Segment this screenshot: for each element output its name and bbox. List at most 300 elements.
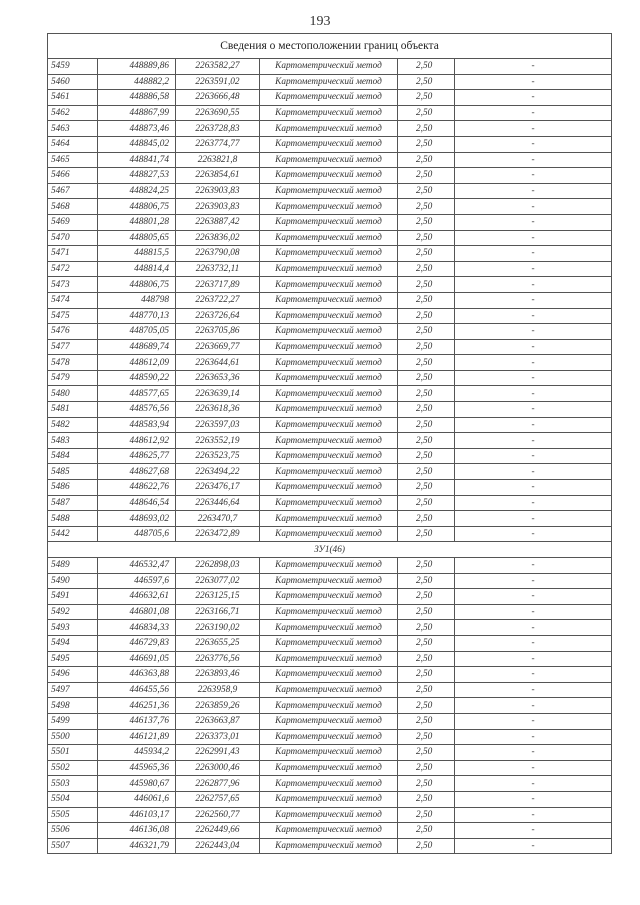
method-cell: Картометрический метод (260, 152, 398, 168)
note-cell: - (455, 90, 612, 106)
y-coordinate-cell: 2263552,19 (176, 433, 260, 449)
y-coordinate-cell: 2263887,42 (176, 214, 260, 230)
table-row (48, 433, 612, 449)
point-number-cell: 5476 (48, 324, 98, 340)
point-number-cell: 5468 (48, 199, 98, 215)
y-coordinate-cell: 2263774,77 (176, 136, 260, 152)
x-coordinate-cell: 448882,2 (98, 74, 176, 90)
note-cell: - (455, 230, 612, 246)
point-number-cell: 5464 (48, 136, 98, 152)
note-cell: - (455, 121, 612, 137)
point-number-cell: 5506 (48, 823, 98, 839)
x-coordinate-cell: 448622,76 (98, 480, 176, 496)
table-row (48, 152, 612, 168)
table-row (48, 807, 612, 823)
method-cell: Картометрический метод (260, 838, 398, 854)
accuracy-cell: 2,50 (398, 308, 455, 324)
method-cell: Картометрический метод (260, 339, 398, 355)
accuracy-cell: 2,50 (398, 807, 455, 823)
accuracy-cell: 2,50 (398, 246, 455, 262)
point-number-cell: 5496 (48, 667, 98, 683)
note-cell: - (455, 199, 612, 215)
x-coordinate-cell: 448798 (98, 292, 176, 308)
table-row (48, 558, 612, 574)
method-cell: Картометрический метод (260, 823, 398, 839)
table-title-row (48, 34, 612, 59)
point-number-cell: 5479 (48, 370, 98, 386)
y-coordinate-cell: 2263523,75 (176, 448, 260, 464)
method-cell: Картометрический метод (260, 292, 398, 308)
method-cell: Картометрический метод (260, 807, 398, 823)
table-row (48, 339, 612, 355)
accuracy-cell: 2,50 (398, 620, 455, 636)
point-number-cell: 5461 (48, 90, 98, 106)
table-row (48, 448, 612, 464)
y-coordinate-cell: 2262443,04 (176, 838, 260, 854)
x-coordinate-cell: 448841,74 (98, 152, 176, 168)
point-number-cell: 5459 (48, 59, 98, 75)
table-row (48, 823, 612, 839)
accuracy-cell: 2,50 (398, 667, 455, 683)
accuracy-cell: 2,50 (398, 464, 455, 480)
method-cell: Картометрический метод (260, 90, 398, 106)
note-cell: - (455, 604, 612, 620)
accuracy-cell: 2,50 (398, 760, 455, 776)
table-row (48, 324, 612, 340)
method-cell: Картометрический метод (260, 464, 398, 480)
accuracy-cell: 2,50 (398, 90, 455, 106)
note-cell: - (455, 168, 612, 184)
point-number-cell: 5495 (48, 651, 98, 667)
table-row (48, 791, 612, 807)
y-coordinate-cell: 2263690,55 (176, 105, 260, 121)
y-coordinate-cell: 2263669,77 (176, 339, 260, 355)
y-coordinate-cell: 2263446,64 (176, 495, 260, 511)
point-number-cell: 5460 (48, 74, 98, 90)
note-cell: - (455, 136, 612, 152)
table-row (48, 370, 612, 386)
x-coordinate-cell: 446834,33 (98, 620, 176, 636)
method-cell: Картометрический метод (260, 791, 398, 807)
table-row (48, 355, 612, 371)
accuracy-cell: 2,50 (398, 433, 455, 449)
method-cell: Картометрический метод (260, 214, 398, 230)
y-coordinate-cell: 2263717,89 (176, 277, 260, 293)
note-cell: - (455, 292, 612, 308)
note-cell: - (455, 261, 612, 277)
accuracy-cell: 2,50 (398, 59, 455, 75)
x-coordinate-cell: 446137,76 (98, 713, 176, 729)
method-cell: Картометрический метод (260, 324, 398, 340)
table-row (48, 495, 612, 511)
accuracy-cell: 2,50 (398, 573, 455, 589)
accuracy-cell: 2,50 (398, 729, 455, 745)
point-number-cell: 5472 (48, 261, 98, 277)
method-cell: Картометрический метод (260, 729, 398, 745)
table-row (48, 745, 612, 761)
point-number-cell: 5493 (48, 620, 98, 636)
table-row (48, 277, 612, 293)
y-coordinate-cell: 2263000,46 (176, 760, 260, 776)
y-coordinate-cell: 2263790,08 (176, 246, 260, 262)
accuracy-cell: 2,50 (398, 152, 455, 168)
method-cell: Картометрический метод (260, 667, 398, 683)
x-coordinate-cell: 448689,74 (98, 339, 176, 355)
table-title: Сведения о местоположении границ объекта (48, 34, 612, 59)
table-row (48, 90, 612, 106)
point-number-cell: 5465 (48, 152, 98, 168)
table-row (48, 308, 612, 324)
x-coordinate-cell: 446729,83 (98, 635, 176, 651)
x-coordinate-cell: 448845,02 (98, 136, 176, 152)
x-coordinate-cell: 446121,89 (98, 729, 176, 745)
point-number-cell: 5473 (48, 277, 98, 293)
x-coordinate-cell: 448583,94 (98, 417, 176, 433)
method-cell: Картометрический метод (260, 277, 398, 293)
x-coordinate-cell: 448801,28 (98, 214, 176, 230)
table-row (48, 651, 612, 667)
point-number-cell: 5494 (48, 635, 98, 651)
accuracy-cell: 2,50 (398, 698, 455, 714)
y-coordinate-cell: 2263597,03 (176, 417, 260, 433)
table-row (48, 682, 612, 698)
table-row (48, 511, 612, 527)
y-coordinate-cell: 2263653,36 (176, 370, 260, 386)
y-coordinate-cell: 2263618,36 (176, 402, 260, 418)
point-number-cell: 5487 (48, 495, 98, 511)
method-cell: Картометрический метод (260, 168, 398, 184)
y-coordinate-cell: 2263732,11 (176, 261, 260, 277)
accuracy-cell: 2,50 (398, 838, 455, 854)
accuracy-cell: 2,50 (398, 589, 455, 605)
method-cell: Картометрический метод (260, 651, 398, 667)
y-coordinate-cell: 2263722,27 (176, 292, 260, 308)
x-coordinate-cell: 448577,65 (98, 386, 176, 402)
note-cell: - (455, 105, 612, 121)
accuracy-cell: 2,50 (398, 105, 455, 121)
x-coordinate-cell: 446321,79 (98, 838, 176, 854)
accuracy-cell: 2,50 (398, 417, 455, 433)
note-cell: - (455, 558, 612, 574)
method-cell: Картометрический метод (260, 121, 398, 137)
note-cell: - (455, 480, 612, 496)
y-coordinate-cell: 2263836,02 (176, 230, 260, 246)
note-cell: - (455, 370, 612, 386)
table-row (48, 261, 612, 277)
point-number-cell: 5490 (48, 573, 98, 589)
x-coordinate-cell: 448612,09 (98, 355, 176, 371)
point-number-cell: 5500 (48, 729, 98, 745)
note-cell: - (455, 152, 612, 168)
table-row (48, 168, 612, 184)
accuracy-cell: 2,50 (398, 635, 455, 651)
accuracy-cell: 2,50 (398, 74, 455, 90)
x-coordinate-cell: 448815,5 (98, 246, 176, 262)
table-row (48, 667, 612, 683)
y-coordinate-cell: 2263726,64 (176, 308, 260, 324)
x-coordinate-cell: 448824,25 (98, 183, 176, 199)
point-number-cell: 5499 (48, 713, 98, 729)
note-cell: - (455, 74, 612, 90)
method-cell: Картометрический метод (260, 402, 398, 418)
y-coordinate-cell: 2262898,03 (176, 558, 260, 574)
method-cell: Картометрический метод (260, 589, 398, 605)
point-number-cell: 5469 (48, 214, 98, 230)
accuracy-cell: 2,50 (398, 277, 455, 293)
x-coordinate-cell: 448705,05 (98, 324, 176, 340)
y-coordinate-cell: 2263644,61 (176, 355, 260, 371)
accuracy-cell: 2,50 (398, 199, 455, 215)
table-row (48, 386, 612, 402)
table-row (48, 417, 612, 433)
note-cell: - (455, 214, 612, 230)
x-coordinate-cell: 448805,65 (98, 230, 176, 246)
note-cell: - (455, 791, 612, 807)
y-coordinate-cell: 2263705,86 (176, 324, 260, 340)
y-coordinate-cell: 2263958,9 (176, 682, 260, 698)
method-cell: Картометрический метод (260, 776, 398, 792)
x-coordinate-cell: 446455,56 (98, 682, 176, 698)
table-row (48, 246, 612, 262)
x-coordinate-cell: 446103,17 (98, 807, 176, 823)
method-cell: Картометрический метод (260, 480, 398, 496)
point-number-cell: 5463 (48, 121, 98, 137)
table-row (48, 698, 612, 714)
table-row (48, 464, 612, 480)
point-number-cell: 5489 (48, 558, 98, 574)
y-coordinate-cell: 2263077,02 (176, 573, 260, 589)
table-row (48, 838, 612, 854)
note-cell: - (455, 823, 612, 839)
point-number-cell: 5471 (48, 246, 98, 262)
method-cell: Картометрический метод (260, 511, 398, 527)
y-coordinate-cell: 2263591,02 (176, 74, 260, 90)
y-coordinate-cell: 2263125,15 (176, 589, 260, 605)
x-coordinate-cell: 448627,68 (98, 464, 176, 480)
accuracy-cell: 2,50 (398, 370, 455, 386)
x-coordinate-cell: 448770,13 (98, 308, 176, 324)
note-cell: - (455, 308, 612, 324)
point-number-cell: 5480 (48, 386, 98, 402)
point-number-cell: 5501 (48, 745, 98, 761)
y-coordinate-cell: 2263776,56 (176, 651, 260, 667)
point-number-cell: 5466 (48, 168, 98, 184)
accuracy-cell: 2,50 (398, 776, 455, 792)
x-coordinate-cell: 446363,88 (98, 667, 176, 683)
accuracy-cell: 2,50 (398, 136, 455, 152)
accuracy-cell: 2,50 (398, 121, 455, 137)
x-coordinate-cell: 448867,99 (98, 105, 176, 121)
note-cell: - (455, 355, 612, 371)
method-cell: Картометрический метод (260, 713, 398, 729)
y-coordinate-cell: 2263893,46 (176, 667, 260, 683)
note-cell: - (455, 448, 612, 464)
accuracy-cell: 2,50 (398, 324, 455, 340)
table-row (48, 760, 612, 776)
accuracy-cell: 2,50 (398, 402, 455, 418)
section-row (48, 542, 612, 558)
note-cell: - (455, 713, 612, 729)
point-number-cell: 5474 (48, 292, 98, 308)
table-row (48, 105, 612, 121)
note-cell: - (455, 246, 612, 262)
table-row (48, 620, 612, 636)
method-cell: Картометрический метод (260, 199, 398, 215)
note-cell: - (455, 324, 612, 340)
x-coordinate-cell: 446597,6 (98, 573, 176, 589)
x-coordinate-cell: 448806,75 (98, 277, 176, 293)
method-cell: Картометрический метод (260, 370, 398, 386)
x-coordinate-cell: 446061,6 (98, 791, 176, 807)
x-coordinate-cell: 448646,54 (98, 495, 176, 511)
table-row (48, 59, 612, 75)
accuracy-cell: 2,50 (398, 558, 455, 574)
method-cell: Картометрический метод (260, 698, 398, 714)
point-number-cell: 5477 (48, 339, 98, 355)
x-coordinate-cell: 448889,86 (98, 59, 176, 75)
table-row (48, 480, 612, 496)
x-coordinate-cell: 446532,47 (98, 558, 176, 574)
note-cell: - (455, 682, 612, 698)
y-coordinate-cell: 2263166,71 (176, 604, 260, 620)
method-cell: Картометрический метод (260, 308, 398, 324)
y-coordinate-cell: 2263470,7 (176, 511, 260, 527)
x-coordinate-cell: 448806,75 (98, 199, 176, 215)
method-cell: Картометрический метод (260, 433, 398, 449)
accuracy-cell: 2,50 (398, 261, 455, 277)
table-row (48, 292, 612, 308)
accuracy-cell: 2,50 (398, 183, 455, 199)
accuracy-cell: 2,50 (398, 339, 455, 355)
table-row (48, 214, 612, 230)
method-cell: Картометрический метод (260, 558, 398, 574)
method-cell: Картометрический метод (260, 604, 398, 620)
note-cell: - (455, 573, 612, 589)
method-cell: Картометрический метод (260, 448, 398, 464)
note-cell: - (455, 729, 612, 745)
accuracy-cell: 2,50 (398, 604, 455, 620)
y-coordinate-cell: 2263494,22 (176, 464, 260, 480)
point-number-cell: 5482 (48, 417, 98, 433)
point-number-cell: 5485 (48, 464, 98, 480)
method-cell: Картометрический метод (260, 183, 398, 199)
y-coordinate-cell: 2263472,89 (176, 526, 260, 542)
y-coordinate-cell: 2263373,01 (176, 729, 260, 745)
x-coordinate-cell: 446632,61 (98, 589, 176, 605)
y-coordinate-cell: 2263666,48 (176, 90, 260, 106)
table-row (48, 402, 612, 418)
method-cell: Картометрический метод (260, 635, 398, 651)
x-coordinate-cell: 448576,56 (98, 402, 176, 418)
note-cell: - (455, 620, 612, 636)
method-cell: Картометрический метод (260, 620, 398, 636)
y-coordinate-cell: 2262757,65 (176, 791, 260, 807)
y-coordinate-cell: 2263821,8 (176, 152, 260, 168)
boundary-table (47, 33, 612, 854)
table-row (48, 573, 612, 589)
table-body (48, 34, 612, 854)
method-cell: Картометрический метод (260, 760, 398, 776)
x-coordinate-cell: 445980,67 (98, 776, 176, 792)
accuracy-cell: 2,50 (398, 651, 455, 667)
x-coordinate-cell: 448625,77 (98, 448, 176, 464)
accuracy-cell: 2,50 (398, 511, 455, 527)
note-cell: - (455, 698, 612, 714)
accuracy-cell: 2,50 (398, 682, 455, 698)
note-cell: - (455, 277, 612, 293)
note-cell: - (455, 183, 612, 199)
table-row (48, 729, 612, 745)
x-coordinate-cell: 445934,2 (98, 745, 176, 761)
note-cell: - (455, 59, 612, 75)
x-coordinate-cell: 448814,4 (98, 261, 176, 277)
method-cell: Картометрический метод (260, 417, 398, 433)
accuracy-cell: 2,50 (398, 745, 455, 761)
method-cell: Картометрический метод (260, 246, 398, 262)
point-number-cell: 5502 (48, 760, 98, 776)
y-coordinate-cell: 2262877,96 (176, 776, 260, 792)
point-number-cell: 5467 (48, 183, 98, 199)
x-coordinate-cell: 448612,92 (98, 433, 176, 449)
method-cell: Картометрический метод (260, 355, 398, 371)
note-cell: - (455, 807, 612, 823)
accuracy-cell: 2,50 (398, 791, 455, 807)
note-cell: - (455, 635, 612, 651)
table-row (48, 526, 612, 542)
method-cell: Картометрический метод (260, 105, 398, 121)
note-cell: - (455, 651, 612, 667)
note-cell: - (455, 402, 612, 418)
table-row (48, 589, 612, 605)
x-coordinate-cell: 448827,53 (98, 168, 176, 184)
accuracy-cell: 2,50 (398, 526, 455, 542)
note-cell: - (455, 526, 612, 542)
table-row (48, 136, 612, 152)
table-row (48, 183, 612, 199)
x-coordinate-cell: 448590,22 (98, 370, 176, 386)
table-row (48, 635, 612, 651)
y-coordinate-cell: 2263190,02 (176, 620, 260, 636)
y-coordinate-cell: 2262991,43 (176, 745, 260, 761)
note-cell: - (455, 760, 612, 776)
accuracy-cell: 2,50 (398, 168, 455, 184)
table-row (48, 776, 612, 792)
y-coordinate-cell: 2263476,17 (176, 480, 260, 496)
y-coordinate-cell: 2262449,66 (176, 823, 260, 839)
point-number-cell: 5497 (48, 682, 98, 698)
note-cell: - (455, 589, 612, 605)
method-cell: Картометрический метод (260, 573, 398, 589)
point-number-cell: 5488 (48, 511, 98, 527)
point-number-cell: 5491 (48, 589, 98, 605)
method-cell: Картометрический метод (260, 136, 398, 152)
y-coordinate-cell: 2263859,26 (176, 698, 260, 714)
accuracy-cell: 2,50 (398, 355, 455, 371)
point-number-cell: 5478 (48, 355, 98, 371)
y-coordinate-cell: 2263655,25 (176, 635, 260, 651)
method-cell: Картометрический метод (260, 230, 398, 246)
method-cell: Картометрический метод (260, 495, 398, 511)
section-label: ЗУ1(46) (48, 542, 612, 558)
note-cell: - (455, 667, 612, 683)
note-cell: - (455, 464, 612, 480)
method-cell: Картометрический метод (260, 261, 398, 277)
point-number-cell: 5504 (48, 791, 98, 807)
accuracy-cell: 2,50 (398, 386, 455, 402)
page-number: 193 (309, 14, 331, 29)
note-cell: - (455, 495, 612, 511)
note-cell: - (455, 339, 612, 355)
